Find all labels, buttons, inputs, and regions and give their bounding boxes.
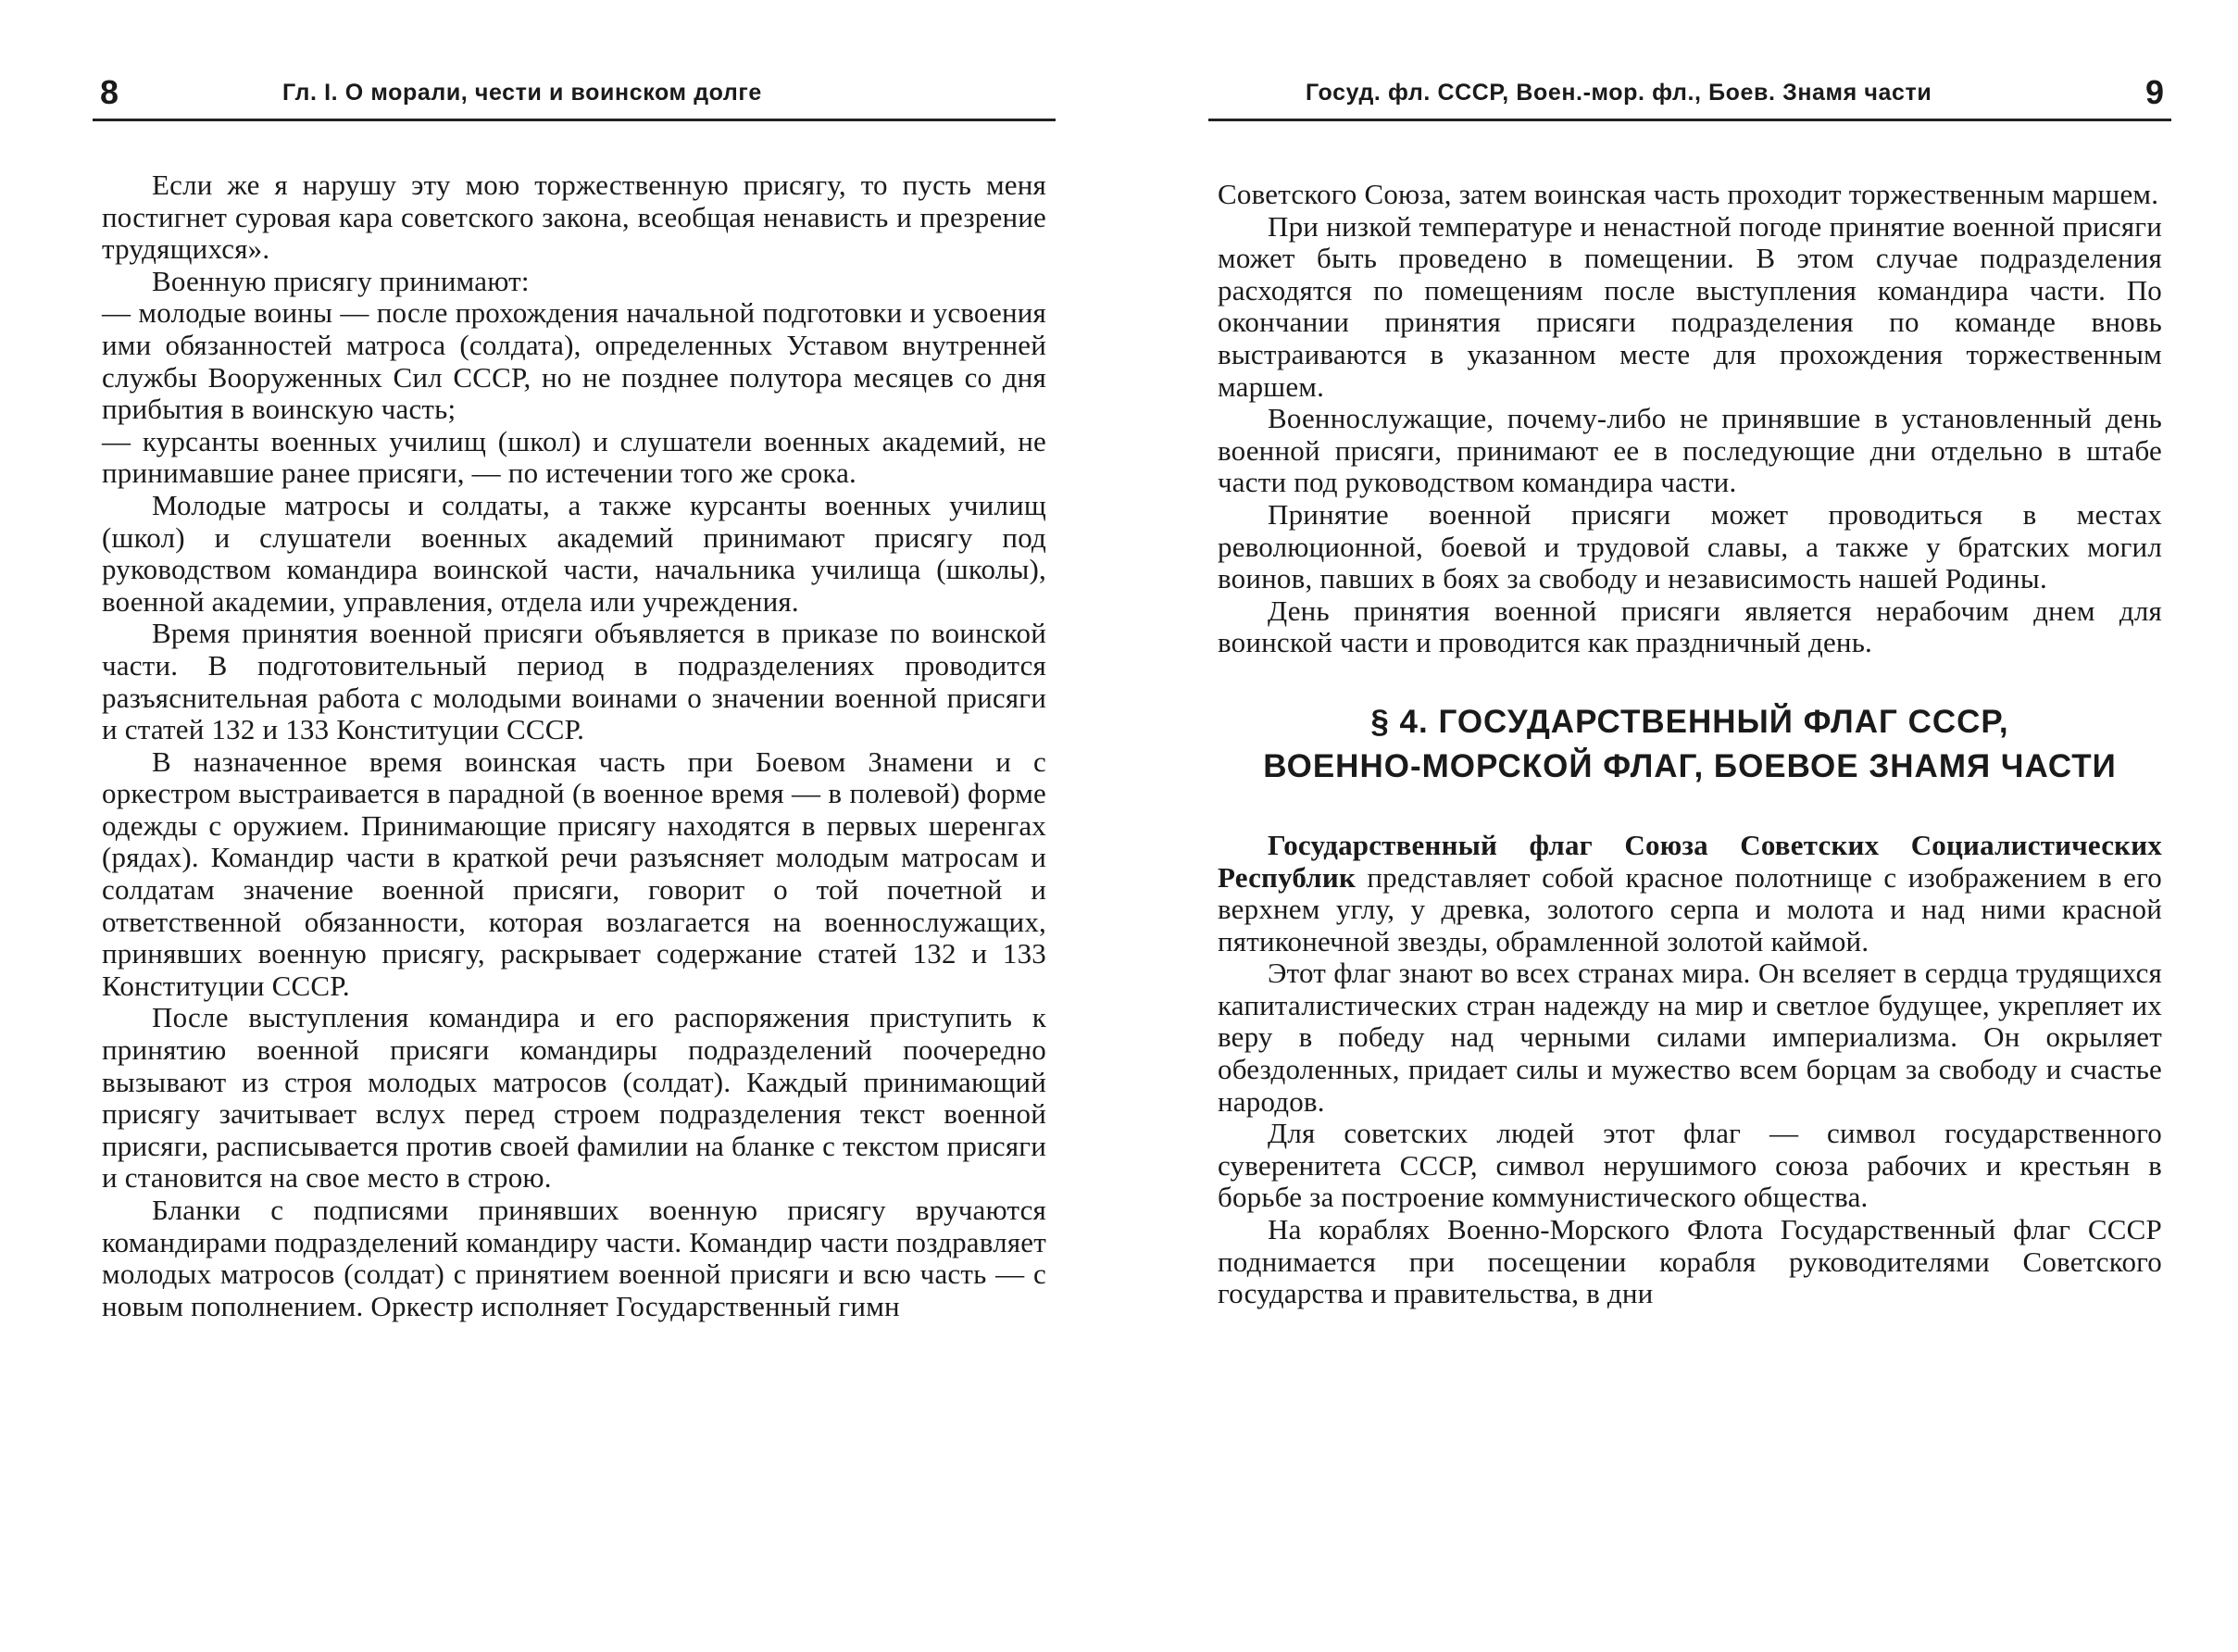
paragraph: Этот флаг знают во всех странах мира. Он вселяет в сердца трудящихся капиталистических стран надежду на мир и светлое будущее, укрепляет их веру в победу над черными силами империализма. Он окрыляет обездоленных, придает силы и мужество всем борцам за свободу и счастье народов. [1218, 957, 2162, 1118]
paragraph: При низкой температуре и ненастной погоде принятие военной присяги может быть проведено в помещении. В этом случае подразделения расходятся по помещениям после выступления командира части. По окончании принятия присяги подразделения по команде вновь выстраиваются в указанном месте для прохождения торжественным маршем. [1218, 209, 2162, 403]
paragraph: Бланки с подписями принявших военную присягу вручаются командирами подразделений командиру части. Командир части поздравляет молодых матросов (солдат) с принятием военной присяги и всю часть — с новым пополнением. Оркестр исполняет Государственный гимн [102, 1194, 1046, 1322]
page-number: 9 [2144, 73, 2164, 111]
list-item: — курсанты военных училищ (школ) и слушатели военных академий, не принимавшие ранее присяги, — по истечении того же срока. [102, 424, 1046, 490]
paragraph: Военную присягу принимают: [152, 264, 530, 297]
paragraph: Если же я нарушу эту мою торжественную присягу, то пусть меня постигнет суровая кара советского закона, всеобщая ненависть и презрение трудящихся». [102, 169, 1046, 266]
left-page-body [102, 169, 1046, 1322]
left-page-header [93, 72, 1056, 121]
paragraph: Время принятия военной присяги объявляется в приказе по воинской части. В подготовительный период в подразделениях проводится разъяснительная работа с молодыми воинами о значении военной присяги и статей 132 и 133 Конституции СССР. [102, 617, 1046, 746]
running-title: Гл. I. О морали, чести и воинском долге [282, 80, 762, 106]
paragraph [1218, 830, 2162, 957]
paragraph: Молодые матросы и солдаты, а также курсанты военных училищ (школ) и слушатели военных академий принимают присягу под руководством командира воинской части, начальника училища (школы), военной академии, управления, отдела или учреждения. [102, 488, 1046, 618]
paragraph: После выступления командира и его распоряжения приступить к принятию военной присяги командиры подразделений поочередно вызывают из строя молодых матросов (солдат). Каждый принимающий присягу зачитывает вслух перед строем подразделения текст военной присяги, расписывается против своей фамилии на бланке с текстом присяги и становится на свое место в строю. [102, 1001, 1046, 1195]
paragraph-text: представляет собой красное полотнище с изображением в его верхнем углу, у древка, золотого серпа и молота и над ними красной пятиконечной звезды, обрамленной золотой каймой. [1218, 860, 2162, 957]
right-page-body [1218, 179, 2162, 1310]
page-number: 8 [100, 73, 119, 111]
bold-term: Государственный флаг Союза Советских Социалистических Республик [1218, 828, 2162, 894]
paragraph: Для советских людей этот флаг — символ государственного суверенитета СССР, символ нерушимого союза рабочих и крестьян в борьбе за построение коммунистического общества. [1218, 1117, 2162, 1214]
section-heading-line: ВОЕННО-МОРСКОЙ ФЛАГ, БОЕВОЕ ЗНАМЯ ЧАСТИ [1263, 747, 2117, 784]
section-heading-line: § 4. ГОСУДАРСТВЕННЫЙ ФЛАГ СССР, [1370, 703, 2009, 740]
paragraph: В назначенное время воинская часть при Боевом Знамени и с оркестром выстраивается в парадной (в военное время — в полевой) форме одежды с оружием. Принимающие присягу находятся в первых шеренгах (рядах). Командир части в краткой речи разъясняет молодым матросам и солдатам значение военной присяги, говорит о той почетной и ответственной обязанности, которая возлагается на военнослужащих, принявших военную присягу, раскрывает содержание статей 132 и 133 Конституции СССР. [102, 745, 1046, 1002]
paragraph: Советского Союза, затем воинская часть проходит торжественным маршем. [1218, 178, 2159, 210]
section-heading [1218, 700, 2162, 789]
list-item: — молодые воины — после прохождения начальной подготовки и усвоения ими обязанностей матроса (солдата), определенных Уставом внутренней службы Вооруженных Сил СССР, но не позднее полутора месяцев со дня прибытия в воинскую часть; [102, 296, 1046, 426]
paragraph: День принятия военной присяги является нерабочим днем для воинской части и проводится как праздничный день. [1218, 594, 2162, 659]
paragraph: На кораблях Военно-Морского Флота Государственный флаг СССР поднимается при посещении корабля руководителями Советского государства и правительства, в дни [1218, 1213, 2162, 1310]
right-page-header [1208, 72, 2171, 121]
paragraph: Военнослужащие, почему-либо не принявшие в установленный день военной присяги, принимают ее в последующие дни отдельно в штабе части под руководством командира части. [1218, 402, 2162, 499]
running-title: Госуд. фл. СССР, Воен.-мор. фл., Боев. Знамя части [1306, 80, 1932, 106]
paragraph: Принятие военной присяги может проводиться в местах революционной, боевой и трудовой славы, а также у братских могил воинов, павших в боях за свободу и независимость нашей Родины. [1218, 497, 2162, 595]
